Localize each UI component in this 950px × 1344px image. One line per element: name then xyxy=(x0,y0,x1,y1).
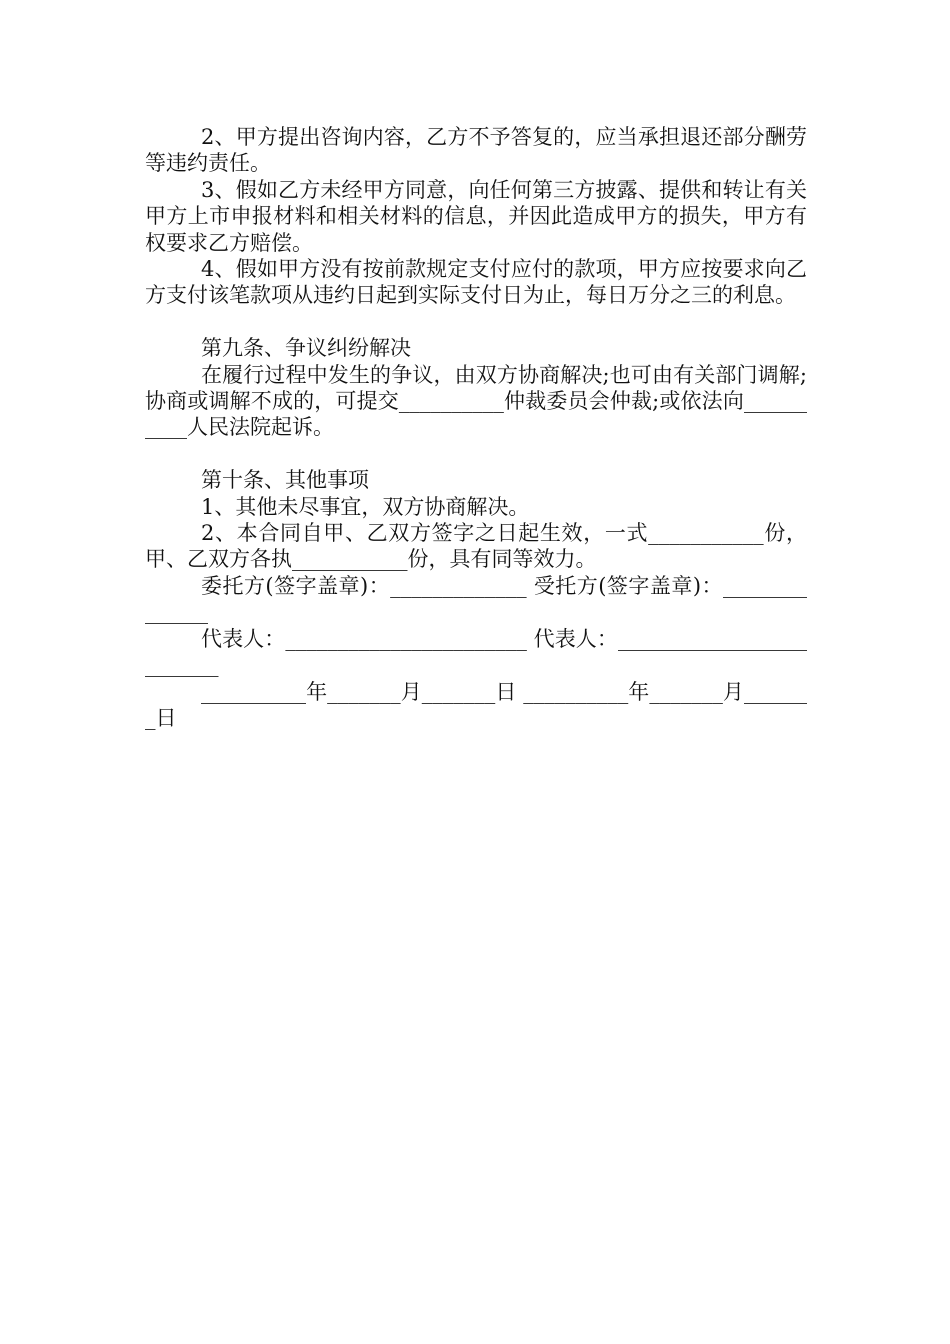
paragraph-spacer xyxy=(145,441,807,467)
clause-10-item-2: 2、本合同自甲、乙双方签字之日起生效，一式___________份，甲、乙双方各执___________份，具有同等效力。 xyxy=(145,521,807,572)
clause-8-item-4: 4、假如甲方没有按前款规定支付应付的款项，甲方应按要求向乙方支付该笔款项从违约日起到实际支付日为止，每日万分之三的利息。 xyxy=(145,257,807,308)
clause-8-item-3: 3、假如乙方未经甲方同意，向任何第三方披露、提供和转让有关甲方上市申报材料和相关材料的信息，并因此造成甲方的损失，甲方有权要求乙方赔偿。 xyxy=(145,177,807,255)
contract-body xyxy=(145,124,807,731)
paragraph-spacer xyxy=(145,309,807,335)
signing-dates-line: __________年_______月_______日 __________年_______月_______日 xyxy=(145,679,807,730)
signature-parties-line: 委托方(签字盖章)：_____________ 受托方(签字盖章)：______________ xyxy=(145,573,807,625)
clause-10-item-1: 1、其他未尽事宜，双方协商解决。 xyxy=(201,494,530,519)
clause-9-body: 在履行过程中发生的争议，由双方协商解决;也可由有关部门调解;协商或调解不成的，可提交__________仲裁委员会仲裁;或依法向__________人民法院起诉。 xyxy=(145,362,807,440)
representatives-line: 代表人：_______________________ 代表人：_________________________ xyxy=(145,626,807,678)
clause-8-item-2: 2、甲方提出咨询内容，乙方不予答复的，应当承担退还部分酬劳等违约责任。 xyxy=(145,125,807,176)
clause-9-heading: 第九条、争议纠纷解决 xyxy=(201,336,411,361)
clause-10-heading: 第十条、其他事项 xyxy=(201,468,369,493)
